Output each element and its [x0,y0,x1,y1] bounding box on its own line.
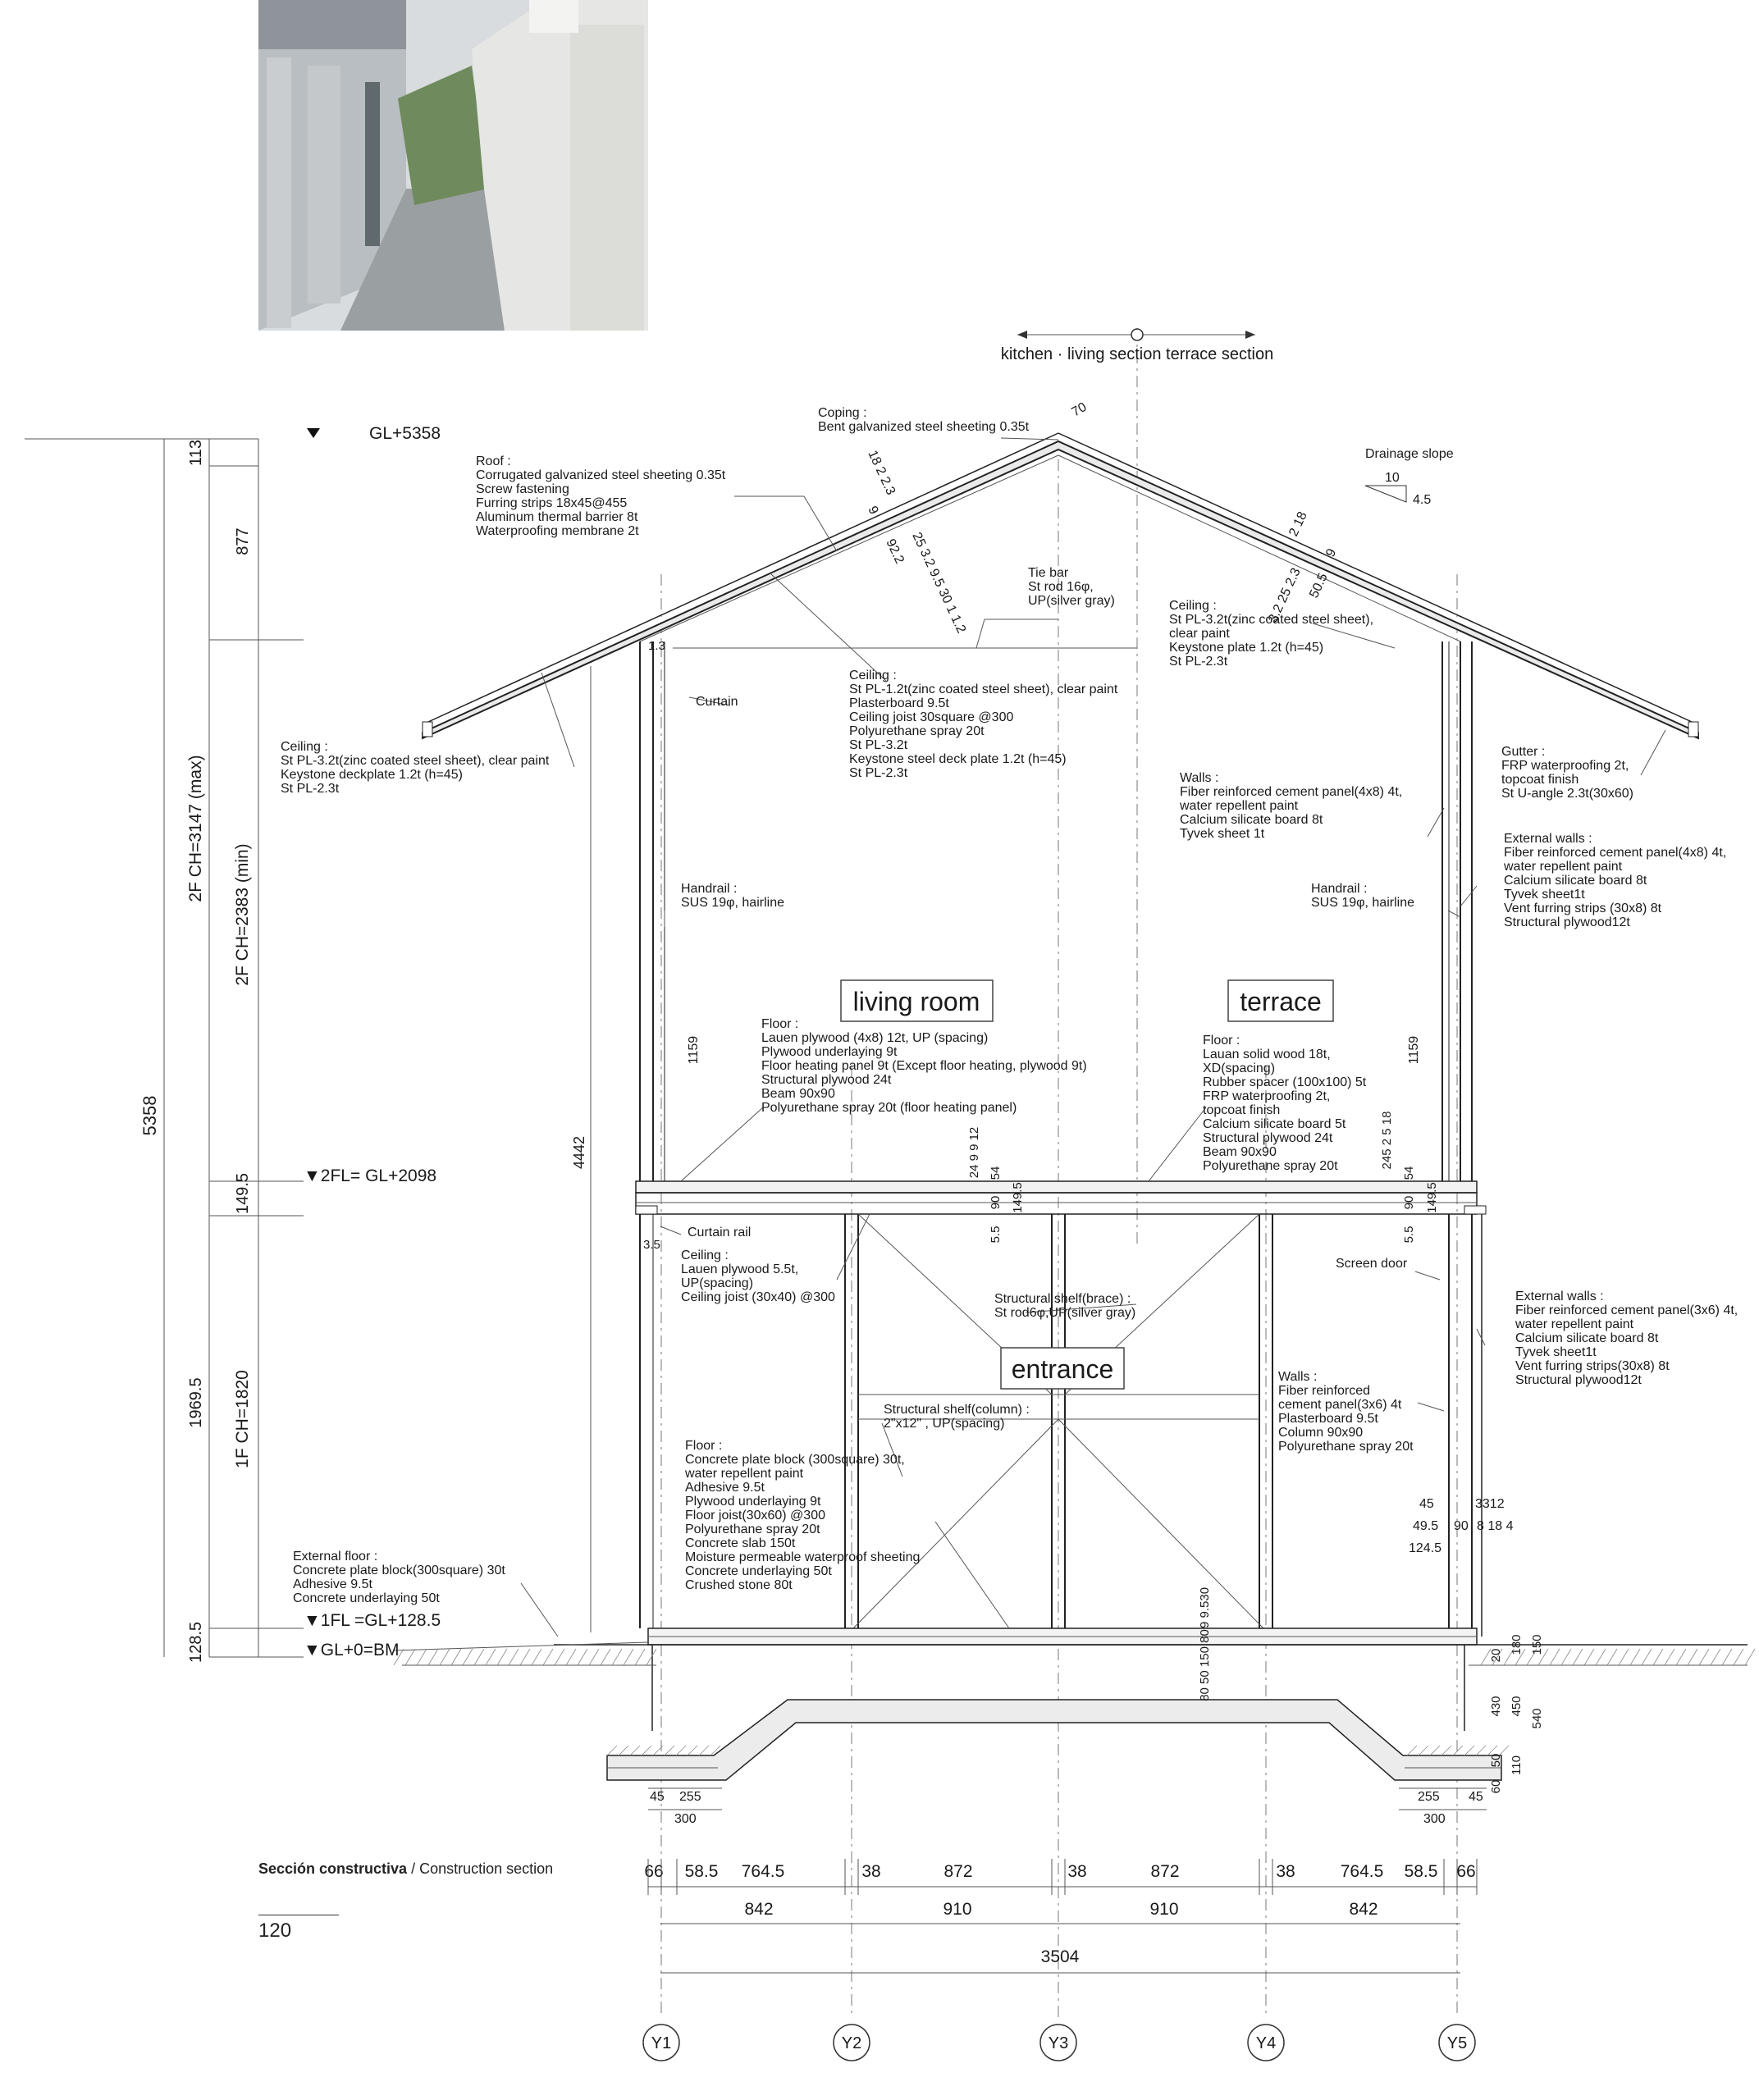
grid-label: Y3 [1048,2034,1069,2052]
hatch-line [665,1746,674,1755]
note-roof-line: Furring strips 18x45@455 [476,496,628,510]
hatch-line [1419,1746,1428,1755]
note-floor-1f-line: Crushed stone 80t [685,1578,793,1592]
dim-1-3: 1.3 [648,639,665,653]
dim-430: 430 [1489,1696,1503,1717]
note-floor-terrace-line: Floor : [1203,1034,1240,1048]
note-ceiling-mid-line: Polyurethane spray 20t [849,724,985,738]
roof [423,433,1698,1632]
note-floor-terrace-line: Lauan solid wood 18t, [1203,1048,1331,1061]
dim-450: 450 [1510,1696,1524,1717]
note-floor-1f-line: water repellent paint [685,1467,804,1481]
note-ceiling-right-line: St PL-3.2t(zinc coated steel sheet), [1169,613,1374,627]
note-floor-terrace-line: Structural plywood 24t [1203,1131,1333,1145]
note-ceiling-1f-line: Lauen plywood 5.5t, [681,1262,799,1276]
note-ext-walls-lower-line: water repellent paint [1515,1317,1634,1331]
level-gl-top: GL+5358 [369,424,441,443]
dim-row1-value: 764.5 [741,1862,785,1881]
hatch-line [1607,1649,1617,1665]
note-walls-lower-line: cement panel(3x6) 4t [1278,1398,1402,1412]
room-entrance: entrance [1011,1354,1114,1384]
note-ceiling-left-line: St PL-2.3t [281,782,340,796]
note-walls-upper-line: Fiber reinforced cement panel(4x8) 4t, [1180,785,1403,799]
dim-row1-value: 38 [1067,1862,1087,1881]
dim-877: 877 [234,527,252,555]
note-floor-terrace-line: topcoat finish [1203,1103,1281,1117]
figure-caption [258,1860,553,1878]
dim-110: 110 [1510,1755,1524,1775]
note-ceiling-mid-line: Ceiling joist 30square @300 [849,710,1014,724]
note-floor-living-line: Beam 90x90 [761,1087,835,1101]
hatch-line [509,1649,519,1665]
note-gutter-line: FRP waterproofing 2t, [1501,759,1629,773]
note-roof-line: Corrugated galvanized steel sheeting 0.35t [476,468,726,482]
note-floor-1f-line: Concrete underlaying 50t [685,1564,832,1578]
level-gl0: ▼GL+0=BM [304,1641,400,1659]
drainage-slope-symbol [1365,486,1406,502]
note-handrail-left-line: SUS 19φ, hairline [681,896,784,910]
hatch-line [1630,1649,1640,1665]
dim-128-5: 128.5 [187,1621,205,1664]
page-number: 120 [258,1920,292,1942]
hatch-line [1619,1649,1629,1665]
note-drainage-line: Drainage slope [1365,447,1454,461]
note-walls-upper-line: water repellent paint [1180,799,1299,813]
dim-inner-h: 90 [1402,1195,1416,1210]
note-ceiling-mid-line: St PL-2.3t [849,766,908,780]
dim-1159-left: 1159 [687,1035,701,1065]
hatch-line [555,1649,564,1665]
note-floor-living-line: Floor heating panel 9t (Except floor heating, plywood 9t) [761,1059,1087,1073]
dim-45-r: 45 [1419,1497,1434,1511]
dim-slab-a: 80 50 150 80 [1198,1629,1212,1701]
hatch-line [1734,1649,1743,1665]
note-walls-upper-line: Calcium silicate board 8t [1180,813,1323,827]
dim-124-5: 124.5 [1409,1541,1442,1555]
note-ext-walls-lower-line: Calcium silicate board 8t [1515,1331,1659,1345]
grid-label: Y5 [1446,2034,1468,2052]
dim-row1-value: 58.5 [1404,1862,1438,1881]
hatch-line [543,1649,553,1665]
dim-3504: 3504 [1040,1947,1080,1966]
dim-inner-e: 5.5 [989,1226,1003,1244]
hatch-line [1745,1649,1755,1665]
dim-inner-f: 245 2 5 18 [1380,1111,1394,1170]
hatch-line [607,1746,617,1755]
hatch-line [1584,1649,1594,1665]
dim-49-5: 49.5 [1413,1519,1439,1533]
hatch-line [1642,1649,1652,1665]
note-drainage-line: 10 [1385,471,1400,485]
hatch-line [532,1649,541,1665]
note-drainage-line: 4.5 [1413,493,1432,507]
hatch-line [646,1649,656,1665]
dim-1969-5: 1969.5 [187,1377,205,1428]
note-floor-1f-line: Concrete plate block (300square) 30t, [685,1453,905,1467]
note-walls-lower-line: Fiber reinforced [1278,1384,1371,1398]
note-floor-terrace-line: FRP waterproofing 2t, [1203,1089,1331,1103]
note-screen-door-line: Screen door [1336,1257,1408,1271]
grid-label: Y2 [841,2034,862,2052]
note-walls-upper-line: Tyvek sheet 1t [1180,827,1265,841]
hatch-line [1476,1746,1486,1755]
note-tie-bar-line: UP(silver gray) [1028,594,1115,608]
note-ceiling-left-line: Ceiling : [281,740,328,754]
hatch-line [417,1649,427,1665]
hatch-line [451,1649,461,1665]
dim-row1-value: 66 [1456,1862,1476,1881]
note-ceiling-1f-line: UP(spacing) [681,1276,754,1290]
dim-45-r2: 45 [1469,1790,1483,1804]
note-ext-walls-upper-line: water repellent paint [1504,860,1623,874]
note-ext-walls-upper-line: Structural plywood12t [1504,915,1630,929]
note-ceiling-left-line: St PL-3.2t(zinc coated steel sheet), clear paint [281,754,550,768]
dim-inner-b: 54 [989,1166,1003,1180]
note-ext-walls-upper-line: Vent furring strips (30x8) 8t [1504,902,1662,915]
note-coping-line: Bent galvanized steel sheeting 0.35t [818,420,1030,434]
note-ext-floor-line: Concrete underlaying 50t [293,1591,440,1605]
note-floor-living-line: Structural plywood 24t [761,1073,892,1087]
hatch-line [566,1649,576,1665]
dim-inner-a: 24 9 9 12 [967,1126,981,1179]
note-ext-walls-lower-line: Fiber reinforced cement panel(3x6) 4t, [1515,1303,1738,1317]
bottom-dimensions [644,1859,1477,1973]
hatch-line [1722,1649,1732,1665]
note-floor-terrace-line: Rubber spacer (100x100) 5t [1203,1075,1367,1089]
foundation [394,1628,1748,1780]
hatch-line [1596,1649,1606,1665]
note-ceiling-right-line: Keystone plate 1.2t (h=45) [1169,641,1324,655]
dim-row1-value: 872 [1150,1862,1180,1881]
dim-row1-value: 872 [943,1862,973,1881]
note-floor-1f-line: Floor joist(30x60) @300 [685,1509,825,1522]
dim-3312: 3312 [1475,1497,1505,1511]
note-gutter-line: Gutter : [1501,745,1546,759]
note-ext-walls-lower-line: Vent furring strips(30x8) 8t [1515,1359,1670,1373]
note-ceiling-left-line: Keystone deckplate 1.2t (h=45) [281,768,463,782]
note-roof-line: Screw fastening [476,482,569,496]
dim-4442: 4442 [571,1135,587,1170]
hatch-line [688,1746,697,1755]
dim-roof-e: 2 18 [1286,509,1310,539]
note-ext-walls-lower-line: Tyvek sheet1t [1515,1345,1597,1359]
note-handrail-right-line: SUS 19φ, hairline [1311,896,1414,910]
dim-150: 150 [1530,1634,1544,1655]
note-gutter-line: St U-angle 2.3t(30x60) [1501,787,1633,801]
dim-90-r: 90 [1454,1519,1469,1533]
hatch-line [612,1649,622,1665]
hatch-line [1430,1746,1440,1755]
ch-1f: 1F CH=1820 [233,1370,252,1468]
dim-540: 540 [1530,1708,1544,1729]
section-label: kitchen · living section terrace section [1000,345,1274,363]
level-2fl: ▼2FL= GL+2098 [304,1166,437,1185]
note-ext-floor-line: External floor : [293,1550,378,1564]
level-1fl: ▼1FL =GL+128.5 [304,1611,441,1630]
note-ceiling-1f-line: Ceiling joist (30x40) @300 [681,1290,835,1304]
note-floor-terrace-line: XD(spacing) [1203,1061,1276,1075]
note-gutter-line: topcoat finish [1501,773,1579,787]
hatch-line [1688,1649,1697,1665]
hatch-line [578,1649,587,1665]
dim-row2-value: 842 [1349,1900,1378,1919]
note-coping-line: Coping : [818,406,867,420]
note-ext-floor-line: Concrete plate block(300square) 30t [293,1564,505,1577]
hatch-line [1464,1746,1474,1755]
note-floor-1f-line: Moisture permeable waterproof sheeting [685,1550,921,1564]
hatch-line [1676,1649,1686,1665]
hatch-line [1407,1746,1417,1755]
dim-row2-value: 910 [943,1900,972,1919]
hatch-line [1711,1649,1720,1665]
level-markers [25,424,441,1659]
note-ceiling-right-line: St PL-2.3t [1169,655,1228,669]
dim-180: 180 [1510,1634,1524,1655]
dim-row1-value: 38 [1276,1862,1295,1881]
dim-113: 113 [187,440,205,466]
note-ceiling-right-line: clear paint [1169,627,1230,641]
dim-roof-g: 50.5 [1307,571,1331,600]
note-walls-lower-line: Column 90x90 [1278,1426,1364,1440]
note-column-line: 2"x12" , UP(spacing) [884,1417,1005,1431]
dim-row1-value: 38 [861,1862,881,1881]
note-ceiling-mid-line: St PL-1.2t(zinc coated steel sheet), clear paint [849,682,1118,696]
dim-inner-j: 5.5 [1402,1226,1416,1244]
dim-inner-d: 149.5 [1011,1182,1025,1213]
dim-255-l: 255 [679,1790,701,1804]
hatch-line [440,1649,450,1665]
dim-row1-value: 58.5 [684,1862,719,1881]
note-walls-lower-line: Walls : [1278,1370,1318,1384]
dim-70: 70 [1069,399,1090,420]
dim-roof-c: 92.2 [883,536,907,566]
dim-3-5: 3.5 [643,1238,660,1252]
hatch-line [520,1649,530,1665]
ch-2f-max: 2F CH=3147 (max) [186,755,205,902]
note-walls-lower-line: Polyurethane spray 20t [1278,1440,1414,1454]
hatch-line [635,1649,645,1665]
hatch-line [1453,1746,1463,1755]
note-roof-line: Roof : [476,454,511,468]
dim-1159-right: 1159 [1407,1035,1421,1065]
hatch-line [642,1746,651,1755]
note-floor-terrace-line: Polyurethane spray 20t [1203,1159,1338,1173]
note-floor-living-line: Floor : [761,1017,799,1031]
hatch-line [486,1649,496,1665]
note-roof-line: Waterproofing membrane 2t [476,524,639,538]
note-ceiling-mid-line: Ceiling : [849,669,897,682]
note-tie-bar-line: St rod 16φ, [1028,580,1094,594]
grid-label: Y4 [1255,2034,1277,2052]
note-ceiling-right-line: Ceiling : [1169,599,1217,613]
note-ext-walls-upper-line: Calcium silicate board 8t [1504,874,1647,888]
note-handrail-left-line: Handrail : [681,882,738,896]
dim-255-r: 255 [1418,1790,1440,1804]
dim-8-18-4: 8 18 4 [1477,1519,1514,1533]
annotations [281,406,1738,1605]
note-tie-bar-line: Tie bar [1028,566,1069,580]
note-floor-1f-line: Floor : [685,1439,723,1453]
dim-roof-h: 3.2 25 2.3 [1266,566,1304,625]
hatch-line [1653,1649,1663,1665]
note-ceiling-mid-line: St PL-3.2t [849,738,908,752]
note-floor-living-line: Lauen plywood (4x8) 12t, UP (spacing) [761,1031,989,1045]
room-terrace: terrace [1240,987,1322,1016]
note-ext-walls-upper-line: External walls : [1504,832,1592,846]
note-ceiling-1f-line: Ceiling : [681,1249,729,1262]
dim-roof-b: 9 [865,504,881,517]
note-floor-1f-line: Concrete slab 150t [685,1536,796,1550]
note-column-line: Structural shelf(column) : [884,1403,1030,1417]
hatch-line [474,1649,484,1665]
ch-2f-min: 2F CH=2383 (min) [233,843,252,986]
note-ext-walls-lower-line: External walls : [1515,1290,1604,1303]
dim-149-5: 149.5 [234,1172,252,1215]
note-brace-line: St rod6φ,UP(silver gray) [994,1306,1136,1320]
note-walls-upper-line: Walls : [1180,771,1219,785]
note-ext-walls-upper-line: Fiber reinforced cement panel(4x8) 4t, [1504,846,1727,860]
caption-rest: / Construction section [407,1860,554,1877]
note-ext-walls-lower-line: Structural plywood12t [1515,1373,1642,1387]
note-curtain-line: Curtain [696,695,738,709]
dim-5358: 5358 [139,1095,160,1136]
note-floor-1f-line: Plywood underlaying 9t [685,1495,821,1509]
dim-row1-value: 764.5 [1340,1862,1384,1881]
hatch-line [405,1649,415,1665]
hatch-line [463,1649,473,1665]
note-walls-lower-line: Plasterboard 9.5t [1278,1412,1378,1426]
note-floor-living-line: Plywood underlaying 9t [761,1045,898,1059]
hatch-line [619,1746,628,1755]
note-ceiling-mid-line: Plasterboard 9.5t [849,696,949,710]
dim-inner-g: 54 [1402,1166,1416,1180]
section-marker [1001,329,1273,363]
note-brace-line: Structural shelf(brace) : [994,1292,1131,1306]
note-curtain-rail-line: Curtain rail [688,1226,752,1239]
hatch-line [676,1746,686,1755]
hatch-line [1665,1649,1674,1665]
hatch-line [1441,1746,1451,1755]
hatch-line [497,1649,507,1665]
note-ext-floor-line: Adhesive 9.5t [293,1577,372,1591]
grid-label: Y1 [651,2034,672,2052]
note-ext-walls-upper-line: Tyvek sheet1t [1504,888,1585,902]
dim-45-l: 45 [650,1790,665,1804]
dim-row1-value: 66 [644,1862,664,1881]
hatch-line [1573,1649,1583,1665]
dim-roof-a: 18 2 2.3 [865,448,898,498]
dim-300-r: 300 [1423,1812,1446,1826]
note-floor-terrace-line: Beam 90x90 [1203,1145,1277,1159]
note-roof-line: Aluminum thermal barrier 8t [476,510,638,524]
hatch-line [1550,1649,1560,1665]
note-floor-terrace-line: Calcium silicate board 5t [1203,1117,1346,1131]
hatch-line [601,1649,610,1665]
note-handrail-right-line: Handrail : [1311,882,1368,896]
grid-bubbles [643,2025,1475,2061]
hatch-line [1561,1649,1571,1665]
hatch-line [624,1649,633,1665]
dim-300-l: 300 [674,1812,697,1826]
dim-20: 20 [1489,1648,1503,1663]
hatch-line [699,1746,709,1755]
dim-slab-b: 9 9.530 [1198,1586,1212,1629]
dim-50: 50 [1489,1753,1503,1768]
note-ceiling-mid-line: Keystone steel deck plate 1.2t (h=45) [849,752,1067,766]
note-floor-1f-line: Adhesive 9.5t [685,1481,765,1495]
dim-row2-value: 842 [744,1900,774,1919]
caption-bold: Sección constructiva [258,1860,408,1877]
dim-roof-d: 25 3.2 9.5 30 1 1.2 [909,530,969,636]
hatch-line [589,1649,599,1665]
room-living: living room [852,987,980,1016]
dim-inner-c: 90 [989,1195,1003,1210]
dim-roof-f: 9 [1323,546,1340,559]
dim-60: 60 [1489,1779,1503,1794]
note-floor-living-line: Polyurethane spray 20t (floor heating panel) [761,1101,1017,1115]
left-dimensions [139,440,587,1663]
hatch-line [428,1649,438,1665]
hatch-line [1699,1649,1709,1665]
note-floor-1f-line: Polyurethane spray 20t [685,1522,820,1536]
dim-inner-i: 149.5 [1425,1182,1439,1213]
dim-row2-value: 910 [1149,1900,1179,1919]
second-floor-slab [636,1181,1486,1214]
hatch-line [630,1746,640,1755]
